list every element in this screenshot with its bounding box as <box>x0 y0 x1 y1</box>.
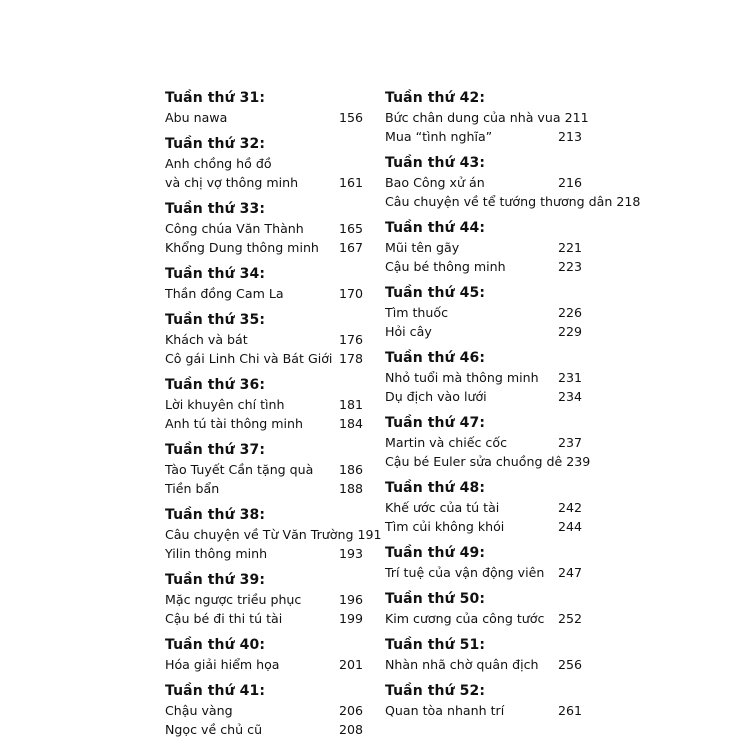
entry-page-number: 188 <box>338 481 363 496</box>
entry-title: Abu nawa <box>165 110 228 125</box>
entry-title: Tào Tuyết Cần tặng quà <box>165 462 314 477</box>
toc-section <box>165 135 363 192</box>
toc-entry <box>165 701 363 720</box>
toc-section <box>165 441 363 498</box>
entry-title: Hóa giải hiểm họa <box>165 657 280 672</box>
entry-page-number: 206 <box>338 703 363 718</box>
toc-entry <box>385 498 582 517</box>
entry-page-number: 186 <box>338 462 363 477</box>
entry-page-number: 247 <box>557 565 582 580</box>
entry-page-number: 226 <box>557 305 582 320</box>
entry-page-number: 184 <box>338 416 363 431</box>
toc-section <box>165 200 363 257</box>
toc-entry <box>165 655 363 674</box>
toc-entry <box>165 479 363 498</box>
toc-section <box>385 682 582 720</box>
entry-title: Nhỏ tuổi mà thông minh <box>385 370 539 385</box>
toc-section <box>165 506 382 563</box>
section-heading: Tuần thứ 33: <box>165 201 266 217</box>
toc-entry <box>165 460 363 479</box>
section-heading: Tuần thứ 46: <box>385 350 486 366</box>
toc-section <box>385 544 582 582</box>
entry-page-number: 178 <box>338 351 363 366</box>
entry-title: Cậu bé thông minh <box>385 259 506 274</box>
toc-entry <box>385 303 582 322</box>
toc-column-left <box>165 89 382 747</box>
toc-entry <box>165 349 363 368</box>
entry-title: Nhàn nhã chờ quân địch <box>385 657 539 672</box>
entry-page-number: 208 <box>338 722 363 737</box>
entry-title: Mũi tên gãy <box>385 240 460 255</box>
entry-title: Cậu bé Euler sửa chuồng dê <box>385 454 563 469</box>
entry-title: Câu chuyện về Từ Văn Trường <box>165 527 354 542</box>
entry-title: Bức chân dung của nhà vua <box>385 110 561 125</box>
section-heading: Tuần thứ 34: <box>165 266 266 282</box>
toc-entry <box>165 414 363 433</box>
toc-entry <box>165 173 363 192</box>
entry-title: Cậu bé đi thi tú tài <box>165 611 283 626</box>
toc-entry <box>385 609 582 628</box>
toc-column-right <box>385 89 641 728</box>
toc-section <box>165 265 363 303</box>
entry-title: Kim cương của công tước <box>385 611 545 626</box>
entry-page-number: 231 <box>557 370 582 385</box>
toc-entry <box>165 108 363 127</box>
entry-title: Tìm củi không khói <box>385 519 505 534</box>
entry-page-number: 244 <box>557 519 582 534</box>
toc-section <box>165 682 363 739</box>
entry-title: Hỏi cây <box>385 324 432 339</box>
entry-page-number: 211 <box>564 110 589 125</box>
toc-section <box>165 311 363 368</box>
entry-page-number: 176 <box>338 332 363 347</box>
entry-title: Khế ước của tú tài <box>385 500 500 515</box>
toc-entry <box>385 655 582 674</box>
toc-entry <box>385 563 582 582</box>
entry-page-number: 165 <box>338 221 363 236</box>
entry-page-number: 213 <box>557 129 582 144</box>
entry-title: Anh chồng hồ đồ <box>165 156 272 171</box>
entry-page-number: 161 <box>338 175 363 190</box>
toc-entry <box>165 154 363 173</box>
entry-page-number: 156 <box>338 110 363 125</box>
entry-title: Yilin thông minh <box>165 546 268 561</box>
toc-section <box>385 636 582 674</box>
entry-title: Thần đồng Cam La <box>165 286 284 301</box>
toc-section <box>385 154 641 211</box>
section-heading: Tuần thứ 44: <box>385 220 486 236</box>
toc-section <box>385 479 582 536</box>
section-heading: Tuần thứ 41: <box>165 683 266 699</box>
toc-entry <box>385 517 582 536</box>
toc-entry <box>165 330 363 349</box>
entry-page-number: 223 <box>557 259 582 274</box>
toc-section <box>385 89 589 146</box>
entry-title: Câu chuyện về tể tướng thương dân <box>385 194 613 209</box>
section-heading: Tuần thứ 40: <box>165 637 266 653</box>
entry-title: Mua “tình nghĩa” <box>385 129 493 144</box>
entry-page-number: 181 <box>338 397 363 412</box>
entry-title: Tìm thuốc <box>385 305 448 320</box>
toc-entry <box>165 525 382 544</box>
toc-entry <box>385 257 582 276</box>
section-heading: Tuần thứ 32: <box>165 136 266 152</box>
entry-page-number: 239 <box>566 454 591 469</box>
entry-title: Cô gái Linh Chi và Bát Giới <box>165 351 333 366</box>
entry-title: Trí tuệ của vận động viên <box>385 565 545 580</box>
entry-title: Ngọc về chủ cũ <box>165 722 263 737</box>
toc-entry <box>165 219 363 238</box>
entry-page-number: 199 <box>338 611 363 626</box>
toc-section <box>385 590 582 628</box>
entry-page-number: 234 <box>557 389 582 404</box>
entry-title: và chị vợ thông minh <box>165 175 299 190</box>
toc-section <box>385 349 582 406</box>
toc-entry <box>165 590 363 609</box>
toc-entry <box>385 322 582 341</box>
toc-entry <box>165 720 363 739</box>
entry-title: Bao Công xử án <box>385 175 485 190</box>
entry-page-number: 221 <box>557 240 582 255</box>
toc-entry <box>165 395 363 414</box>
section-heading: Tuần thứ 36: <box>165 377 266 393</box>
entry-page-number: 167 <box>338 240 363 255</box>
toc-section <box>385 414 591 471</box>
entry-page-number: 193 <box>338 546 363 561</box>
section-heading: Tuần thứ 43: <box>385 155 486 171</box>
toc-entry <box>385 127 582 146</box>
entry-title: Mặc ngược triều phục <box>165 592 302 607</box>
entry-title: Anh tú tài thông minh <box>165 416 303 431</box>
section-heading: Tuần thứ 45: <box>385 285 486 301</box>
toc-entry <box>385 108 589 127</box>
toc-section <box>165 636 363 674</box>
entry-page-number: 191 <box>357 527 382 542</box>
section-heading: Tuần thứ 50: <box>385 591 486 607</box>
entry-page-number: 196 <box>338 592 363 607</box>
section-heading: Tuần thứ 48: <box>385 480 486 496</box>
entry-page-number: 216 <box>557 175 582 190</box>
section-heading: Tuần thứ 52: <box>385 683 486 699</box>
entry-page-number: 256 <box>557 657 582 672</box>
section-heading: Tuần thứ 38: <box>165 507 266 523</box>
toc-entry <box>165 544 363 563</box>
toc-entry <box>385 701 582 720</box>
toc-section <box>385 284 582 341</box>
entry-title: Khách và bát <box>165 332 248 347</box>
entry-page-number: 237 <box>557 435 582 450</box>
toc-entry <box>385 368 582 387</box>
toc-entry <box>385 238 582 257</box>
entry-title: Tiền bẩn <box>165 481 220 496</box>
entry-page-number: 201 <box>338 657 363 672</box>
section-heading: Tuần thứ 42: <box>385 90 486 106</box>
toc-entry <box>165 609 363 628</box>
toc-entry <box>165 284 363 303</box>
section-heading: Tuần thứ 35: <box>165 312 266 328</box>
toc-entry <box>385 387 582 406</box>
entry-title: Dụ địch vào lưới <box>385 389 487 404</box>
toc-entry <box>385 433 582 452</box>
toc-entry <box>385 173 582 192</box>
entry-page-number: 242 <box>557 500 582 515</box>
section-heading: Tuần thứ 37: <box>165 442 266 458</box>
toc-entry <box>385 192 641 211</box>
entry-title: Quan tòa nhanh trí <box>385 703 505 718</box>
entry-page-number: 229 <box>557 324 582 339</box>
entry-page-number: 261 <box>557 703 582 718</box>
entry-title: Lời khuyên chí tình <box>165 397 285 412</box>
toc-entry <box>385 452 591 471</box>
toc-section <box>165 89 363 127</box>
section-heading: Tuần thứ 31: <box>165 90 266 106</box>
toc-section <box>165 376 363 433</box>
entry-title: Chậu vàng <box>165 703 233 718</box>
entry-title: Khổng Dung thông minh <box>165 240 319 255</box>
toc-entry <box>165 238 363 257</box>
entry-title: Martin và chiếc cốc <box>385 435 507 450</box>
section-heading: Tuần thứ 47: <box>385 415 486 431</box>
toc-section <box>165 571 363 628</box>
entry-page-number: 170 <box>338 286 363 301</box>
section-heading: Tuần thứ 39: <box>165 572 266 588</box>
toc-section <box>385 219 582 276</box>
entry-page-number: 218 <box>616 194 641 209</box>
section-heading: Tuần thứ 51: <box>385 637 486 653</box>
entry-page-number: 252 <box>557 611 582 626</box>
section-heading: Tuần thứ 49: <box>385 545 486 561</box>
entry-title: Công chúa Văn Thành <box>165 221 304 236</box>
